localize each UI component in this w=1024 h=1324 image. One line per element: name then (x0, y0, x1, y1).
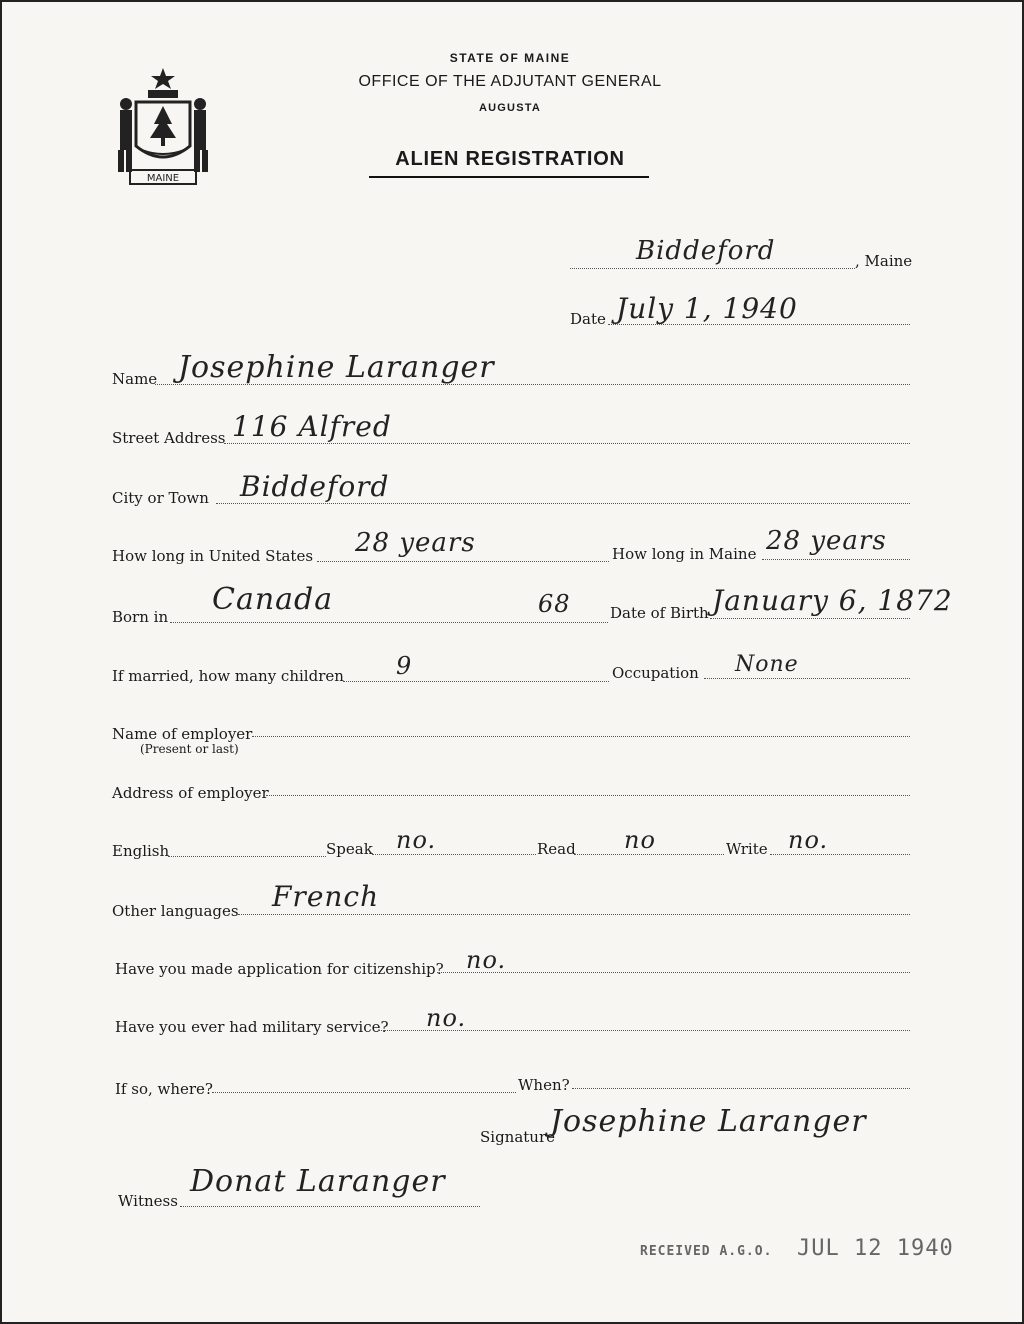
born-in-value: Canada (212, 582, 334, 617)
signature-label: Signature (480, 1128, 556, 1146)
how-long-maine-label: How long in Maine (612, 545, 757, 563)
military-value: no. (426, 1004, 467, 1032)
how-long-us-label: How long in United States (112, 547, 314, 565)
title-underline (369, 176, 649, 178)
date-label: Date (570, 310, 606, 328)
write-label: Write (726, 840, 768, 858)
military-label: Have you ever had military service? (115, 1018, 389, 1036)
other-languages-value: French (272, 880, 380, 913)
received-stamp-date: JUL 12 1940 (797, 1236, 954, 1261)
street-address-value: 116 Alfred (232, 410, 392, 443)
when-label: When? (518, 1076, 570, 1094)
town-value: Biddeford (636, 236, 776, 266)
read-value: no (624, 826, 656, 854)
if-so-where-label: If so, where? (115, 1080, 213, 1098)
street-address-label: Street Address (112, 429, 226, 447)
date-value: July 1, 1940 (616, 292, 798, 325)
header-state: STATE OF MAINE (449, 51, 571, 65)
born-in-label: Born in (112, 608, 169, 626)
if-married-label: If married, how many children (112, 667, 344, 685)
how-long-us-value: 28 years (355, 528, 476, 558)
form-title: ALIEN REGISTRATION (395, 148, 625, 170)
write-value: no. (788, 826, 829, 854)
city-or-town-label: City or Town (112, 489, 209, 507)
citizenship-label: Have you made application for citizenship? (115, 960, 444, 978)
city-or-town-value: Biddeford (240, 470, 390, 503)
speak-value: no. (396, 826, 437, 854)
name-label: Name (112, 370, 158, 388)
citizenship-value: no. (466, 946, 507, 974)
occupation-label: Occupation (612, 664, 699, 682)
children-value: 9 (396, 652, 413, 680)
how-long-maine-value: 28 years (766, 526, 887, 556)
age-value: 68 (538, 590, 571, 618)
present-or-last-label: (Present or last) (140, 742, 239, 756)
read-label: Read (537, 840, 576, 858)
english-label: English (112, 842, 170, 860)
date-of-birth-label: Date of Birth (610, 604, 709, 622)
occupation-value: None (735, 652, 799, 677)
name-of-employer-label: Name of employer (112, 725, 253, 743)
header-office: OFFICE OF THE ADJUTANT GENERAL (358, 73, 662, 90)
received-stamp-label: RECEIVED A.G.O. (640, 1244, 773, 1259)
witness-value: Donat Laranger (190, 1164, 446, 1199)
name-value: Josephine Laranger (178, 350, 495, 385)
maine-label: , Maine (855, 252, 913, 270)
date-of-birth-value: January 6, 1872 (712, 584, 953, 617)
signature-value: Josephine Laranger (550, 1104, 867, 1139)
header-city: AUGUSTA (479, 102, 541, 114)
witness-label: Witness (118, 1192, 178, 1210)
seal-text: MAINE (146, 173, 180, 184)
other-languages-label: Other languages (112, 902, 239, 920)
received-stamp (640, 1236, 954, 1261)
maine-state-seal (112, 66, 214, 190)
speak-label: Speak (326, 840, 373, 858)
address-of-employer-label: Address of employer (112, 784, 269, 802)
